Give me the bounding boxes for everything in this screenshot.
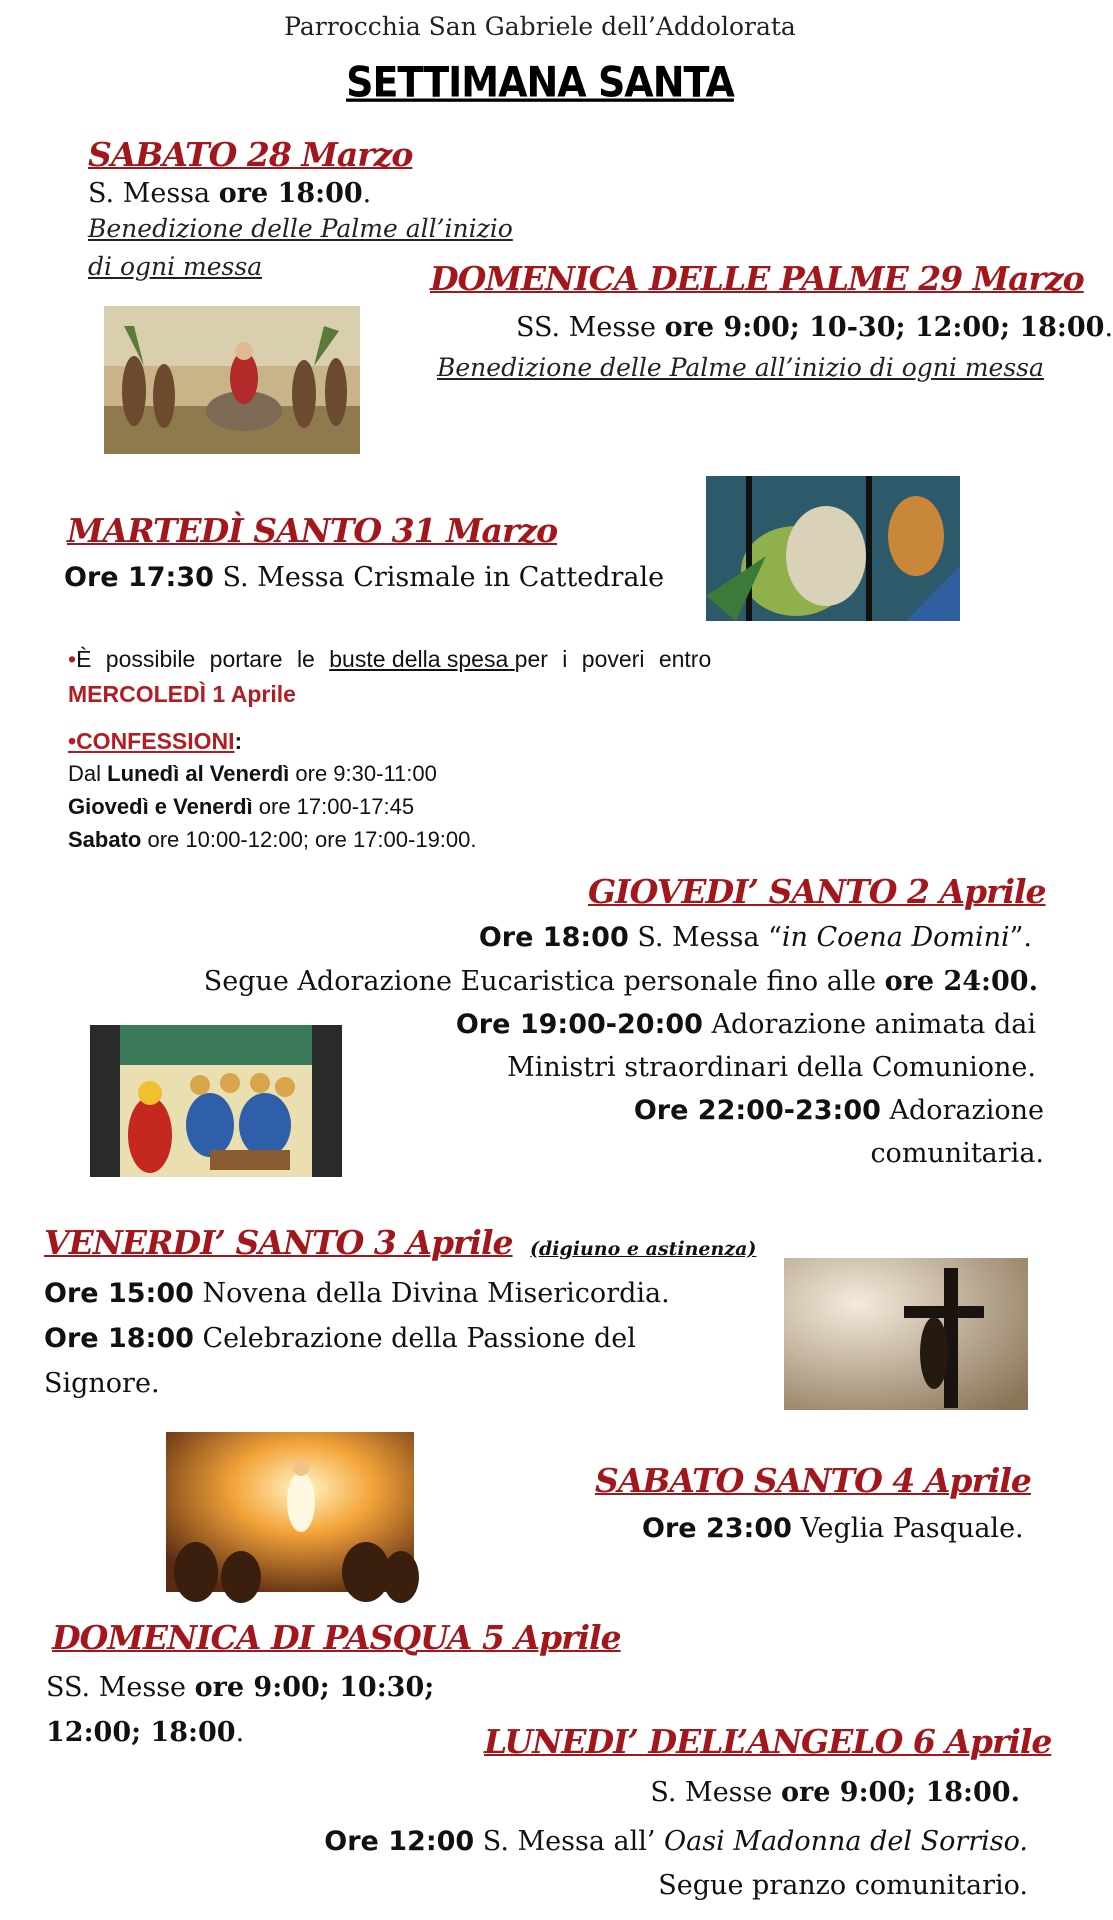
sabato-28-note-2: di ogni messa <box>88 252 263 281</box>
day-heading-sabato-santo: SABATO SANTO 4 Aprile <box>595 1461 1031 1500</box>
lunedi-line-1: S. Messe ore 9:00; 18:00. <box>650 1777 1020 1808</box>
time: ore 18:00 <box>218 178 363 209</box>
day-heading-giovedi-santo: GIOVEDI’ SANTO 2 Aprile <box>588 872 1046 911</box>
bullet-title: •CONFESSIONI <box>68 728 235 754</box>
day-heading-domenica-palme: DOMENICA DELLE PALME 29 Marzo <box>430 259 1084 298</box>
text: . <box>1104 312 1113 343</box>
giovedi-line-2: Segue Adorazione Eucaristica personale fino alle ore 24:00. <box>203 966 1038 997</box>
pasqua-line-2: 12:00; 18:00. <box>46 1717 245 1748</box>
confessioni-heading <box>68 728 242 755</box>
venerdi-line-1: Ore 15:00 Novena della Divina Misericordia. <box>44 1278 670 1309</box>
time: Ore 17:30 <box>64 562 214 593</box>
giovedi-line-1: Ore 18:00 S. Messa “in Coena Domini”. <box>478 922 1032 953</box>
resurrection-image <box>166 1432 414 1592</box>
giovedi-line-5: Ore 22:00-23:00 Adorazione <box>633 1095 1044 1126</box>
domenica-palme-note: Benedizione delle Palme all’inizio di ogni messa <box>437 353 1044 382</box>
pasqua-line-1: SS. Messe ore 9:00; 10:30; <box>46 1672 435 1703</box>
last-supper-image <box>90 1025 342 1177</box>
day-heading-pasqua: DOMENICA DI PASQUA 5 Aprile <box>52 1618 621 1657</box>
confessioni-line-1: Dal Lunedì al Venerdì ore 9:30-11:00 <box>68 761 437 786</box>
lunedi-line-3: Segue pranzo comunitario. <box>658 1870 1028 1901</box>
crucifix-image <box>784 1258 1028 1410</box>
parish-name: Parrocchia San Gabriele dell’Addolorata <box>284 12 796 41</box>
sabato-santo-veglia: Ore 23:00 Veglia Pasquale. <box>642 1513 1024 1544</box>
text: . <box>362 178 372 209</box>
colon: : <box>234 728 243 754</box>
day-heading-venerdi-santo: VENERDI’ SANTO 3 Aprile <box>44 1223 513 1262</box>
giovedi-line-3: Ore 19:00-20:00 Adorazione animata dai <box>455 1009 1036 1040</box>
text: S. Messa <box>88 178 219 209</box>
confessioni-line-2: Giovedì e Venerdì ore 17:00-17:45 <box>68 794 415 819</box>
text: S. Messa Crismale in Cattedrale <box>213 562 665 593</box>
giovedi-line-4: Ministri straordinari della Comunione. <box>507 1052 1036 1083</box>
text: per i poveri entro <box>514 646 712 672</box>
buste-spesa-notice <box>68 646 882 673</box>
venerdi-note: (digiuno e astinenza) <box>530 1238 757 1260</box>
sabato-28-messa <box>88 178 371 209</box>
confessioni-line-3: Sabato ore 10:00-12:00; ore 17:00-19:00. <box>68 827 477 852</box>
lunedi-line-2: Ore 12:00 S. Messa all’ Oasi Madonna del Sorriso. <box>324 1826 1028 1857</box>
stained-glass-image <box>706 476 960 621</box>
text: SS. Messe <box>516 312 665 343</box>
venerdi-line-2: Ore 18:00 Celebrazione della Passione del <box>44 1323 636 1354</box>
palm-sunday-image <box>104 306 360 454</box>
text-underlined: buste della spesa <box>329 646 515 672</box>
day-heading-martedi-santo: MARTEDÌ SANTO 31 Marzo <box>67 511 558 550</box>
buste-deadline: MERCOLEDÌ 1 Aprile <box>68 681 296 707</box>
page-title: SETTIMANA SANTA <box>346 57 734 107</box>
day-heading-sabato-28: SABATO 28 Marzo <box>88 135 413 174</box>
martedi-santo-messa <box>64 562 664 593</box>
time: ore 9:00; 10-30; 12:00; 18:00 <box>664 312 1105 343</box>
sabato-28-note-1: Benedizione delle Palme all’inizio <box>88 214 513 243</box>
bullet: • <box>68 646 77 672</box>
text: È possibile portare le <box>76 646 330 672</box>
giovedi-line-6: comunitaria. <box>870 1138 1044 1169</box>
day-heading-lunedi-angelo: LUNEDI’ DELL’ANGELO 6 Aprile <box>484 1722 1052 1761</box>
domenica-palme-messe <box>516 312 1113 343</box>
venerdi-line-3: Signore. <box>44 1368 160 1399</box>
